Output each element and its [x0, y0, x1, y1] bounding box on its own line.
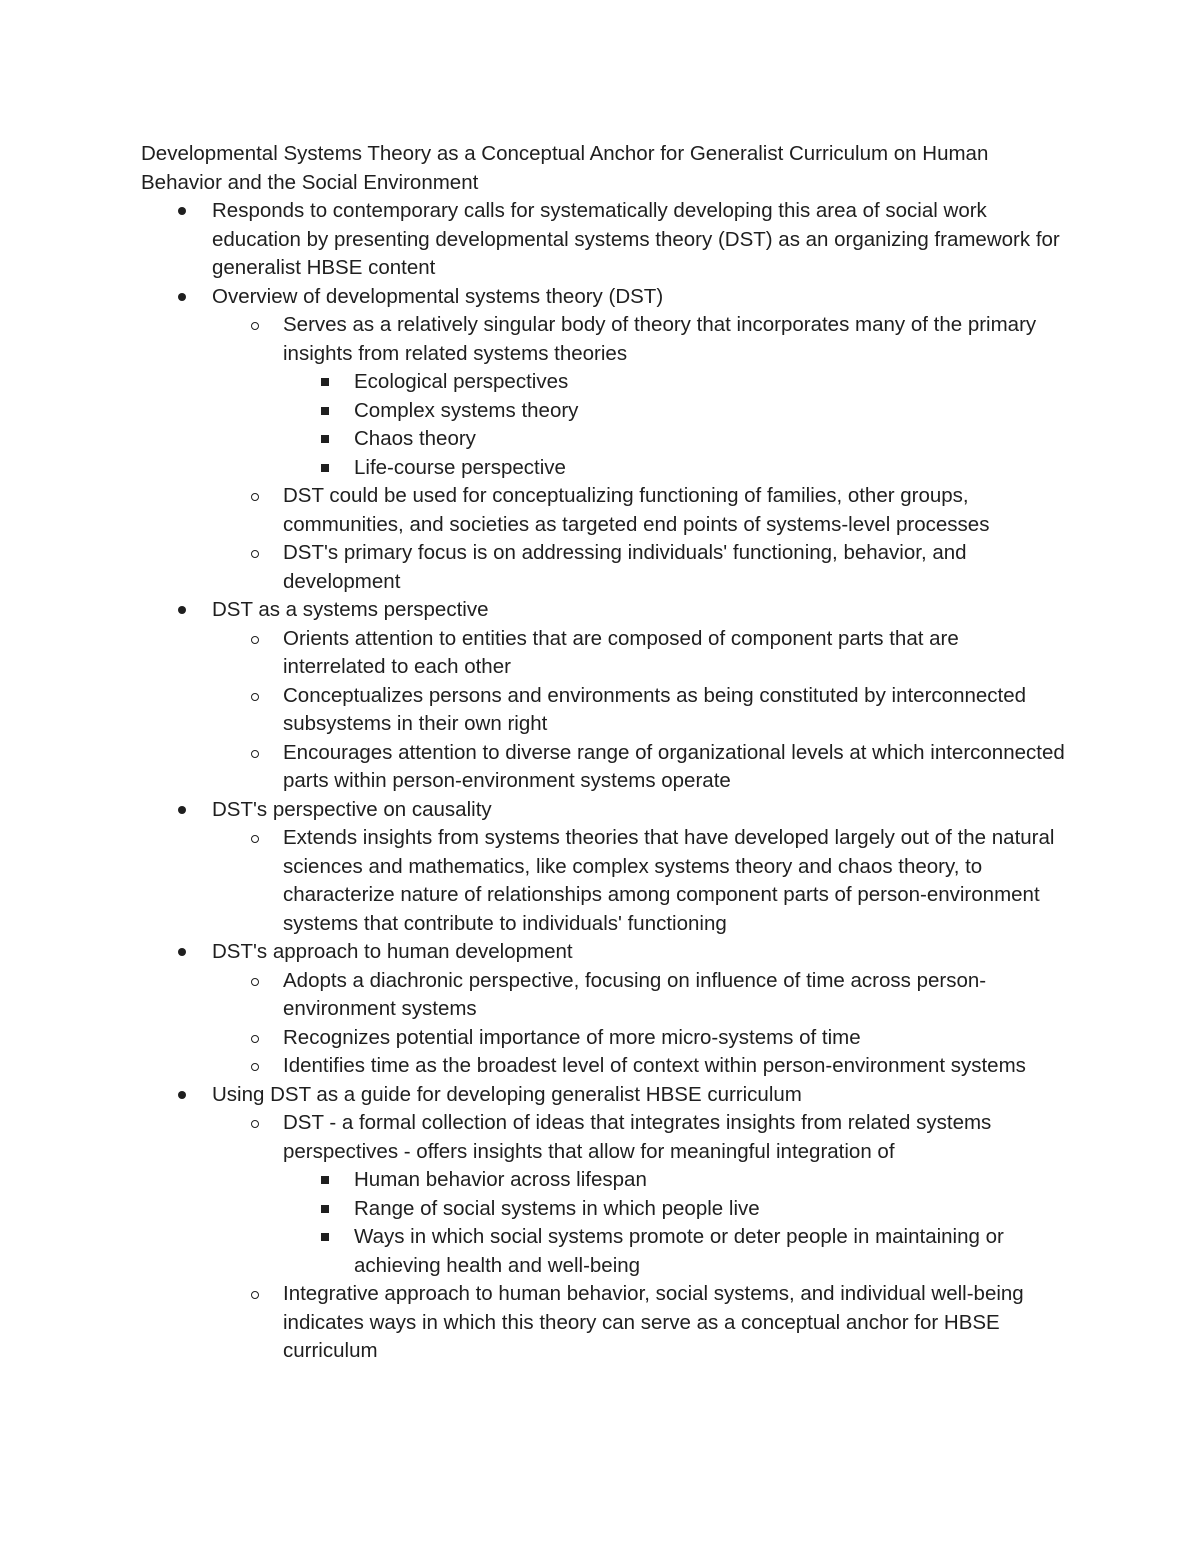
- sub-sub-item-text: Life-course perspective: [354, 455, 566, 479]
- outline-item-text: DST's approach to human development: [212, 940, 573, 963]
- sub-item-text: Identifies time as the broadest level of context within person-environment systems: [283, 1054, 1026, 1077]
- sub-sub-item-text: Ways in which social systems promote or deter people in maintaining or achieving health and well-being: [354, 1225, 1004, 1277]
- sub-item: [212, 967, 1066, 1024]
- sub-sub-item-text: Range of social systems in which people live: [354, 1196, 760, 1220]
- hollow-circle-bullet-icon: [251, 1035, 259, 1043]
- hollow-circle-bullet-icon: [251, 1291, 259, 1299]
- hollow-circle-bullet-icon: [251, 978, 259, 986]
- sub-list: [212, 1109, 1066, 1366]
- sub-sub-item-text: Complex systems theory: [354, 398, 579, 422]
- sub-sub-item: [283, 454, 1066, 483]
- outline-item-text: DST as a systems perspective: [212, 598, 489, 621]
- sub-item-text: Encourages attention to diverse range of organizational levels at which interconnected parts within person-environment systems operate: [283, 740, 1065, 792]
- outline-list: [141, 197, 1066, 1366]
- sub-item-text: Conceptualizes persons and environments as being constituted by interconnected subsystems in their own right: [283, 683, 1027, 735]
- sub-item: [212, 482, 1066, 539]
- sub-item-text: DST could be used for conceptualizing functioning of families, other groups, communities, and societies as targeted end points of systems-level processes: [283, 484, 990, 536]
- filled-square-bullet-icon: [321, 407, 329, 415]
- filled-square-bullet-icon: [321, 1176, 329, 1184]
- sub-list: [212, 311, 1066, 596]
- sub-item: [212, 682, 1066, 739]
- sub-item: [212, 1109, 1066, 1280]
- outline-item: [141, 938, 1066, 1081]
- sub-list: [212, 625, 1066, 796]
- sub-sub-item: [283, 397, 1066, 426]
- sub-sub-item-text: Chaos theory: [354, 427, 476, 450]
- filled-disc-bullet-icon: [178, 606, 186, 614]
- hollow-circle-bullet-icon: [251, 1120, 259, 1128]
- document-page: [141, 140, 1066, 1366]
- hollow-circle-bullet-icon: [251, 636, 259, 644]
- sub-sub-list: [283, 368, 1066, 482]
- outline-item: [141, 197, 1066, 283]
- hollow-circle-bullet-icon: [251, 1063, 259, 1071]
- filled-disc-bullet-icon: [178, 1091, 186, 1099]
- sub-sub-item: [283, 368, 1066, 397]
- outline-item-text: Responds to contemporary calls for systematically developing this area of social work education by presenting developmental systems theory (DST) as an organizing framework for generalist HBSE content: [212, 199, 1060, 279]
- sub-item-text: Integrative approach to human behavior, social systems, and individual well-being indicates ways in which this theory can serve as a conceptual anchor for HBSE curriculum: [283, 1282, 1024, 1362]
- outline-item: [141, 1081, 1066, 1366]
- filled-disc-bullet-icon: [178, 948, 186, 956]
- outline-item: [141, 596, 1066, 796]
- outline-item-text: Overview of developmental systems theory (DST): [212, 284, 664, 308]
- outline-item-text: DST's perspective on causality: [212, 797, 492, 821]
- sub-item: [212, 539, 1066, 596]
- sub-item: [212, 1280, 1066, 1366]
- sub-item-text: Extends insights from systems theories that have developed largely out of the natural sciences and mathematics, like complex systems theory and chaos theory, to characterize nature of relationships among component parts of person-environment systems that contribute to individuals' functioning: [283, 826, 1055, 935]
- sub-sub-list: [283, 1166, 1066, 1280]
- sub-item-text: Serves as a relatively singular body of theory that incorporates many of the primary insights from related systems theories: [283, 313, 1037, 365]
- hollow-circle-bullet-icon: [251, 750, 259, 758]
- sub-item-text: Recognizes potential importance of more micro-systems of time: [283, 1025, 861, 1049]
- filled-square-bullet-icon: [321, 1233, 329, 1241]
- filled-disc-bullet-icon: [178, 293, 186, 301]
- sub-item-text: Adopts a diachronic perspective, focusing on influence of time across person-environment systems: [283, 968, 987, 1020]
- filled-square-bullet-icon: [321, 464, 329, 472]
- filled-square-bullet-icon: [321, 435, 329, 443]
- filled-disc-bullet-icon: [178, 207, 186, 215]
- outline-item: [141, 283, 1066, 597]
- sub-sub-item-text: Human behavior across lifespan: [354, 1168, 647, 1191]
- sub-item: [212, 739, 1066, 796]
- hollow-circle-bullet-icon: [251, 693, 259, 701]
- hollow-circle-bullet-icon: [251, 322, 259, 330]
- filled-square-bullet-icon: [321, 378, 329, 386]
- outline-item: [141, 796, 1066, 939]
- sub-list: [212, 967, 1066, 1081]
- sub-item-text: DST - a formal collection of ideas that integrates insights from related systems perspectives - offers insights that allow for meaningful integration of: [283, 1111, 992, 1163]
- sub-sub-item: [283, 1195, 1066, 1224]
- hollow-circle-bullet-icon: [251, 550, 259, 558]
- hollow-circle-bullet-icon: [251, 835, 259, 843]
- sub-item-text: DST's primary focus is on addressing individuals' functioning, behavior, and development: [283, 541, 967, 593]
- sub-sub-item: [283, 1223, 1066, 1280]
- sub-sub-item: [283, 1166, 1066, 1195]
- hollow-circle-bullet-icon: [251, 493, 259, 501]
- sub-item-text: Orients attention to entities that are composed of component parts that are interrelated to each other: [283, 626, 959, 678]
- sub-item: [212, 1024, 1066, 1053]
- sub-item: [212, 1052, 1066, 1081]
- sub-sub-item-text: Ecological perspectives: [354, 370, 569, 393]
- outline-item-text: Using DST as a guide for developing generalist HBSE curriculum: [212, 1082, 802, 1106]
- sub-sub-item: [283, 425, 1066, 454]
- sub-item: [212, 311, 1066, 482]
- sub-item: [212, 824, 1066, 938]
- sub-list: [212, 824, 1066, 938]
- filled-square-bullet-icon: [321, 1205, 329, 1213]
- sub-item: [212, 625, 1066, 682]
- document-title: Developmental Systems Theory as a Conceptual Anchor for Generalist Curriculum on Human Behavior and the Social Environment: [141, 142, 989, 194]
- filled-disc-bullet-icon: [178, 806, 186, 814]
